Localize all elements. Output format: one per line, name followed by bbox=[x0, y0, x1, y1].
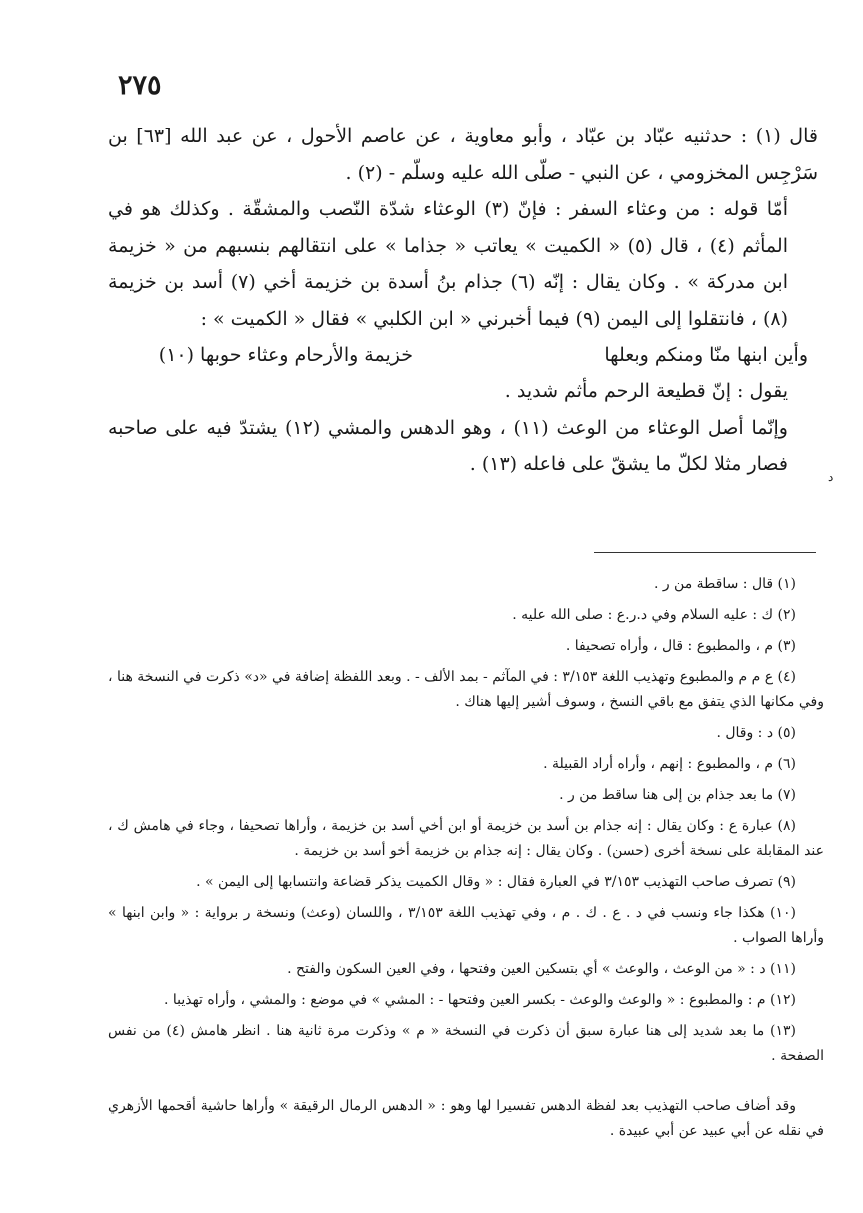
footnote: (٥) د : وقال . bbox=[716, 725, 796, 741]
main-text bbox=[108, 118, 818, 483]
poetry-verse bbox=[108, 337, 818, 373]
footnote: (٤) ع م م والمطبوع وتهذيب اللغة ٣/١٥٣ : في المآثم - بمد الألف - . وبعد اللفظة إضافة في «د» ذكرت في النسخة هنا ، وفي مكانها الذي يتفق مع باقي النسخ ، وسوف أشير إليها هناك . bbox=[108, 669, 824, 710]
footnote: (١١) د : « من الوعث ، والوعث » أي بتسكين العين وفتحها ، وفي العين السكون والفتح . bbox=[287, 961, 796, 977]
footnote: (١٢) م : والمطبوع : « والوعث والوعث - بكسر العين وفتحها - : المشي » في موضع : والمشي ، وأراه تهذيبا . bbox=[163, 992, 796, 1008]
page-number: ٢٧٥ bbox=[118, 70, 162, 101]
verse-first-hemistich: وأين ابنها منّا ومنكم وبعلها bbox=[604, 344, 808, 366]
footnote: (١٣) ما بعد شديد إلى هنا عبارة سبق أن ذكرت في النسخة « م » وذكرت مرة ثانية هنا . انظر هامش (٤) من نفس الصفحة . bbox=[108, 1023, 824, 1064]
footnote: (١٠) هكذا جاء ونسب في د . ع . ك . م ، وفي تهذيب اللغة ٣/١٥٣ ، واللسان (وعث) ونسخة ر برواية : « وابن ابنها » وأراها الصواب . bbox=[108, 905, 824, 946]
verse-second-hemistich: خزيمة والأرحام وعثاء حوبها (١٠) bbox=[158, 344, 413, 366]
margin-mark: د bbox=[828, 470, 834, 484]
postscript-text: وقد أضاف صاحب التهذيب بعد لفظة الدهس تفسيرا لها وهو : « الدهس الرمال الرقيقة » وأراها حاشية أقحمها الأزهري في نقله عن أبي عبيد عن أبي عبيدة . bbox=[108, 1098, 824, 1139]
paragraph-explanation: أمّا قوله : من وعثاء السفر : فإنّ (٣) الوعثاء شدّة النّصب والمشقّة . وكذلك هو في المأثم (٤) ، قال (٥) « الكميت » يعاتب « جذاما » على انتقالهم بنسبهم من « خزيمة ابن مدركة » . وكان يقال : إنّه (٦) جذام بنُ أسدة بن خزيمة أخي (٧) أسد بن خزيمة (٨) ، فانتقلوا إلى اليمن (٩) فيما أخبرني « ابن الكلبي » فقال « الكميت » : bbox=[108, 198, 788, 330]
footnote: (٨) عبارة ع : وكان يقال : إنه جذام بن أسد بن خزيمة أو ابن أخي أسد بن خزيمة ، وأراها تصحيفا ، وجاء في هامش ك ، عند المقابلة على نسخة أخرى (حسن) . وكان يقال : إنه جذام بن خزيمة أخو أسد بن خزيمة . bbox=[108, 818, 824, 859]
footnote: (٣) م ، والمطبوع : قال ، وأراه تصحيفا . bbox=[565, 638, 796, 654]
postscript-note bbox=[108, 1094, 824, 1144]
footnote: (٢) ك : عليه السلام وفي د.ر.ع : صلى الله عليه . bbox=[512, 607, 796, 623]
paragraph-verse-meaning: يقول : إنّ قطيعة الرحم مأثم شديد . bbox=[504, 380, 788, 402]
footnote: (٦) م ، والمطبوع : إنهم ، وأراه أراد القبيلة . bbox=[543, 756, 796, 772]
paragraph-isnad: قال (١) : حدثنيه عبّاد بن عبّاد ، وأبو معاوية ، عن عاصم الأحول ، عن عبد الله [٦٣] بن سَرْجِس المخزومي ، عن النبي - صلّى الله عليه وسلّم - (٢) . bbox=[108, 125, 818, 184]
footnotes bbox=[108, 572, 824, 1075]
footnote: (١) قال : ساقطة من ر . bbox=[653, 576, 796, 592]
footnote: (٧) ما بعد جذام بن إلى هنا ساقط من ر . bbox=[559, 787, 796, 803]
paragraph-etymology: وإنّما أصل الوعثاء من الوعث (١١) ، وهو الدهس والمشي (١٢) يشتدّ فيه على صاحبه فصار مثلا لكلّ ما يشقّ على فاعله (١٣) . bbox=[108, 416, 788, 475]
footnote: (٩) تصرف صاحب التهذيب ٣/١٥٣ في العبارة فقال : « وقال الكميت يذكر قضاعة وانتسابها إلى اليمن » . bbox=[196, 874, 796, 890]
footnote-separator bbox=[594, 552, 816, 553]
